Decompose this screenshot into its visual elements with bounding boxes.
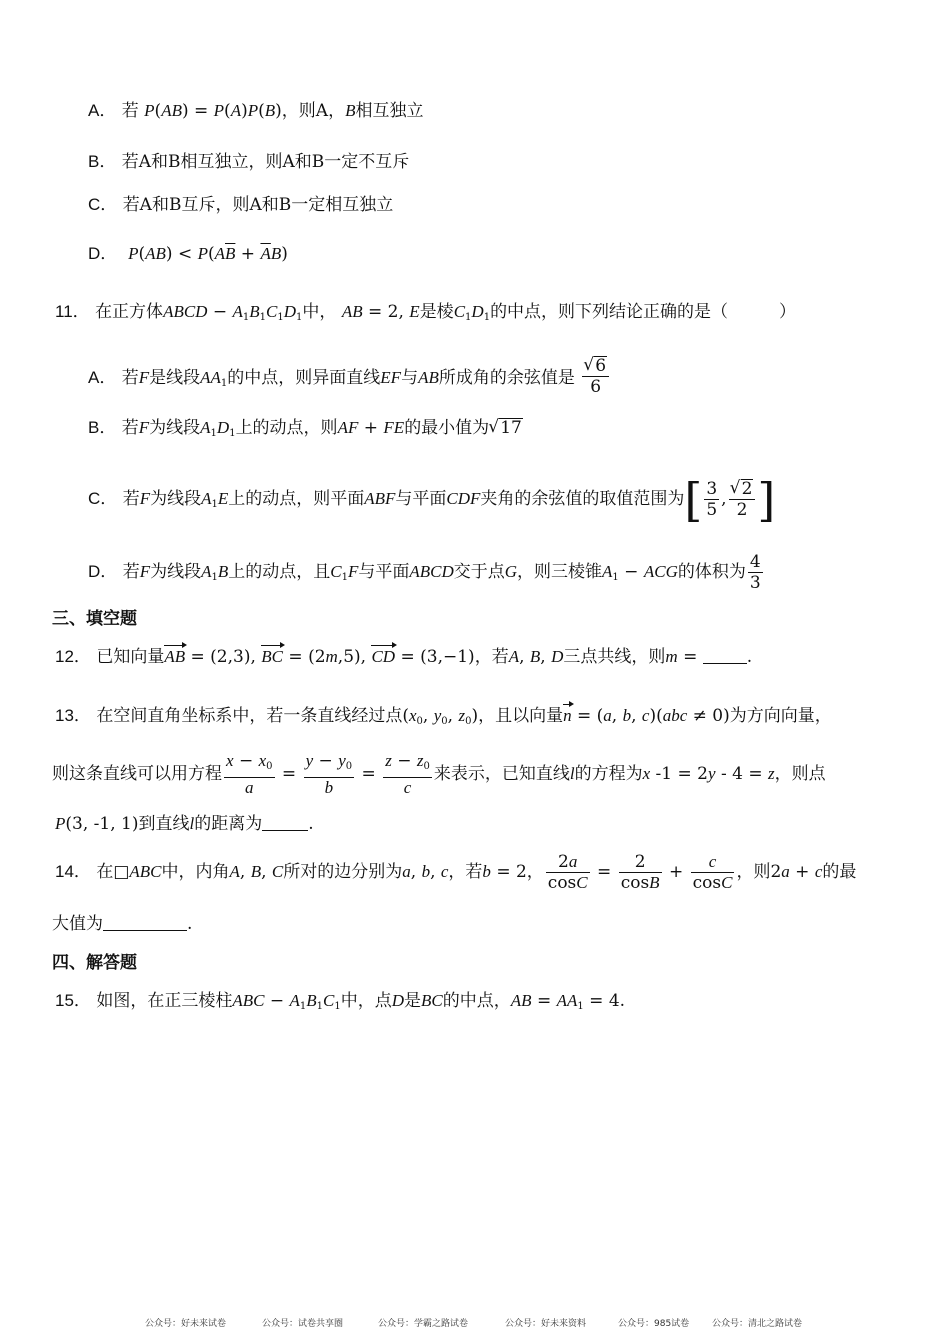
option-label: C． (88, 489, 118, 508)
footer-text: 公众号：清北之路试卷 (712, 1319, 803, 1329)
answer-blank[interactable] (703, 647, 747, 664)
text: 的中点， (442, 991, 511, 1011)
text: ，若 (474, 647, 509, 667)
q11-option-b: B． 若F为线段$A_1D_1$上的动点，则AF + FE的最小值为 √ 17 (88, 417, 523, 445)
text: 为线段 (150, 489, 202, 509)
q13-line2: 则这条直线可以用方程 $\frac{x - x_0}{a}$ = $\frac{y - y_0}{b}$ = $\frac{z - z_0}{c}$ 来表示，已知直线l的方程为x -1 = 2y - 4 = z，则点 (52, 751, 826, 797)
text: . (308, 814, 314, 834)
section-heading: 三、填空题 (52, 609, 137, 629)
q15: 15． 如图，在正三棱柱ABC − $A_1B_1C_1$中，点D是BC的中点，AB = $AA_1 = 4$. (55, 991, 626, 1012)
text: ，则 (281, 101, 316, 121)
option-label: D． (88, 244, 118, 263)
text: 若 (122, 562, 140, 582)
option-label: A． (88, 368, 117, 387)
text: 是 (404, 991, 422, 1011)
text: 中，点 (340, 991, 392, 1011)
text: ，则三棱锥 (517, 562, 603, 582)
footer-text: 公众号：试卷共享圈 (262, 1319, 344, 1329)
q10-option-a: A． 若 P(AB) = P(A)P(B)，则A，B相互独立 (88, 101, 424, 121)
question-number: 14． (55, 862, 91, 881)
q14-line1: 14． 在□ABC中，内角A, B, C所对的边分别为a, b, c，若b = 2， $\frac{2a}{\cos C}$ = $\frac{2}{\cos B}$ + $\frac{c}{\cos C}$ ，则2a + c的最 (55, 852, 857, 893)
text: 上的动点，则平面 (228, 489, 365, 509)
text: 与平面 (358, 562, 410, 582)
option-label: D． (88, 562, 118, 581)
text: 为方向向量， (729, 706, 832, 726)
text: 的最 (822, 862, 857, 882)
text: . (187, 914, 193, 934)
text: . (619, 991, 626, 1011)
option-label: B． (88, 152, 117, 171)
question-number: 11． (55, 302, 90, 321)
fraction: √ $\frac{6}{6}$ (582, 356, 609, 397)
q13-line3: P(3, -1, 1)到直线l的距离为 . (55, 814, 314, 834)
text: 三点共线，则 (563, 647, 666, 667)
q11-option-a: A． 若F是线段$AA_1$的中点，则异面直线EF与AB所成角的余弦值是 √ $\frac{6}{6}$ (88, 358, 611, 399)
text: 若A和B互斥，则A和B一定相互独立 (122, 195, 394, 215)
fraction: $\frac{4}{3}$ (749, 552, 761, 593)
q10-option-d (88, 243, 288, 265)
text: 相互独立 (355, 101, 424, 121)
text: 若 (122, 489, 140, 509)
text: 是棱 (419, 302, 454, 322)
text: 的中点，则异面直线 (227, 368, 381, 388)
q14-line2 (52, 913, 192, 935)
text: 与平面 (395, 489, 447, 509)
q12: 12． 已知向量AB = (2,3), BC = (2m,5), CD = (3,−1)，若A, B, D三点共线，则m = . (55, 647, 753, 667)
text: 中，内角 (161, 862, 230, 882)
text: 的方程为 (574, 764, 643, 784)
option-label: B． (88, 418, 117, 437)
text: 已知向量 (96, 647, 165, 667)
text: 若 (121, 368, 139, 388)
math: P (144, 101, 155, 120)
footer-text: 公众号：好未来资料 (505, 1319, 587, 1329)
text: 的最小值为 (404, 418, 490, 438)
q13-line1: 13． 在空间直角坐标系中，若一条直线经过点($x_0$, $y_0$, $z_0$)，且以向量n = (a, b, c)(abc ≠ 0)为方向向量， (55, 706, 832, 727)
answer-blank[interactable] (262, 814, 308, 831)
math: $P(AB) < P(A\overline{B} + \overline{A}B)$ (128, 244, 288, 264)
option-label: A． (88, 101, 117, 120)
text: 与 (401, 368, 419, 388)
q10-option-b (88, 151, 409, 173)
section-heading: 四、解答题 (52, 953, 137, 973)
fraction: √ $\frac{2}{2}$ (729, 479, 756, 520)
text: 中， (302, 302, 337, 322)
fraction: $\frac{2a}{\cos C}$ (547, 852, 588, 893)
q10-option-c (88, 194, 393, 216)
text: ，则点 (774, 764, 826, 784)
text: 到直线 (138, 814, 190, 834)
text: 若 (121, 418, 139, 438)
text: 上的动点，且 (228, 562, 331, 582)
text: 在正方体 (95, 302, 164, 322)
text: 交于点 (453, 562, 505, 582)
question-number: 13． (55, 706, 91, 725)
text: . (746, 647, 753, 667)
text: 为线段 (150, 562, 202, 582)
answer-blank[interactable] (103, 914, 187, 931)
fraction: $\frac{x - x_0}{a}$ (226, 751, 273, 797)
text: 是线段 (149, 368, 201, 388)
footer-text: 公众号：985试卷 (618, 1319, 690, 1329)
text: 若 (121, 101, 139, 121)
fraction: $\frac{c}{\cos C}$ (692, 852, 733, 893)
text: ，则 (736, 862, 771, 882)
text: 为线段 (149, 418, 201, 438)
text: 如图，在正三棱柱 (96, 991, 233, 1011)
text: 若A和B相互独立，则A和B一定不互斥 (121, 152, 410, 172)
text: 夹角的余弦值的取值范围为 (480, 489, 685, 509)
q11-option-c: C． 若F为线段$A_1E$上的动点，则平面ABF与平面CDF夹角的余弦值的取值范围为[ $\frac{3}{5}$ , √ $\frac{2}{2}$ ] (88, 474, 775, 524)
text: ， (526, 862, 544, 882)
fraction: $\frac{3}{5}$ (706, 479, 718, 520)
fraction: $\frac{2}{\cos B}$ (620, 852, 660, 893)
q11-option-d: D． 若F为线段$A_1B$上的动点，且$C_1F$与平面ABCD交于点G，则三棱锥$A_1$ − ACG的体积为 $\frac{4}{3}$ (88, 552, 761, 593)
footer-text: 公众号：好未来试卷 (145, 1319, 227, 1329)
question-number: 12． (55, 647, 91, 666)
text: 来表示，已知直线 (433, 764, 570, 784)
text: 所成角的余弦值是 (438, 368, 575, 388)
footer-text: 公众号：学霸之路试卷 (378, 1319, 469, 1329)
text: 在□ (96, 862, 130, 882)
text: 大值为 (52, 914, 103, 934)
text: 所对的边分别为 (283, 862, 403, 882)
text: 在空间直角坐标系中，若一条直线经过点 (96, 706, 403, 726)
text: 的距离为 (194, 814, 263, 834)
text: 则这条直线可以用方程 (52, 764, 222, 784)
text: 的中点，则下列结论正确的是（ ） (490, 302, 797, 322)
fraction: $\frac{y - y_0}{b}$ (305, 751, 353, 797)
text: 上的动点，则 (235, 418, 338, 438)
text: ，且以向量 (478, 706, 564, 726)
text: 的体积为 (677, 562, 746, 582)
text: ， (328, 101, 346, 121)
q11-stem: 11． 在正方体ABCD − $A_1B_1C_1D_1$中， AB = 2, E是棱$C_1D_1$的中点，则下列结论正确的是（ ） (55, 302, 797, 323)
text: ，若 (448, 862, 483, 882)
question-number: 15． (55, 991, 91, 1010)
option-label: C． (88, 195, 118, 214)
fraction: $\frac{z - z_0}{c}$ (385, 751, 430, 797)
